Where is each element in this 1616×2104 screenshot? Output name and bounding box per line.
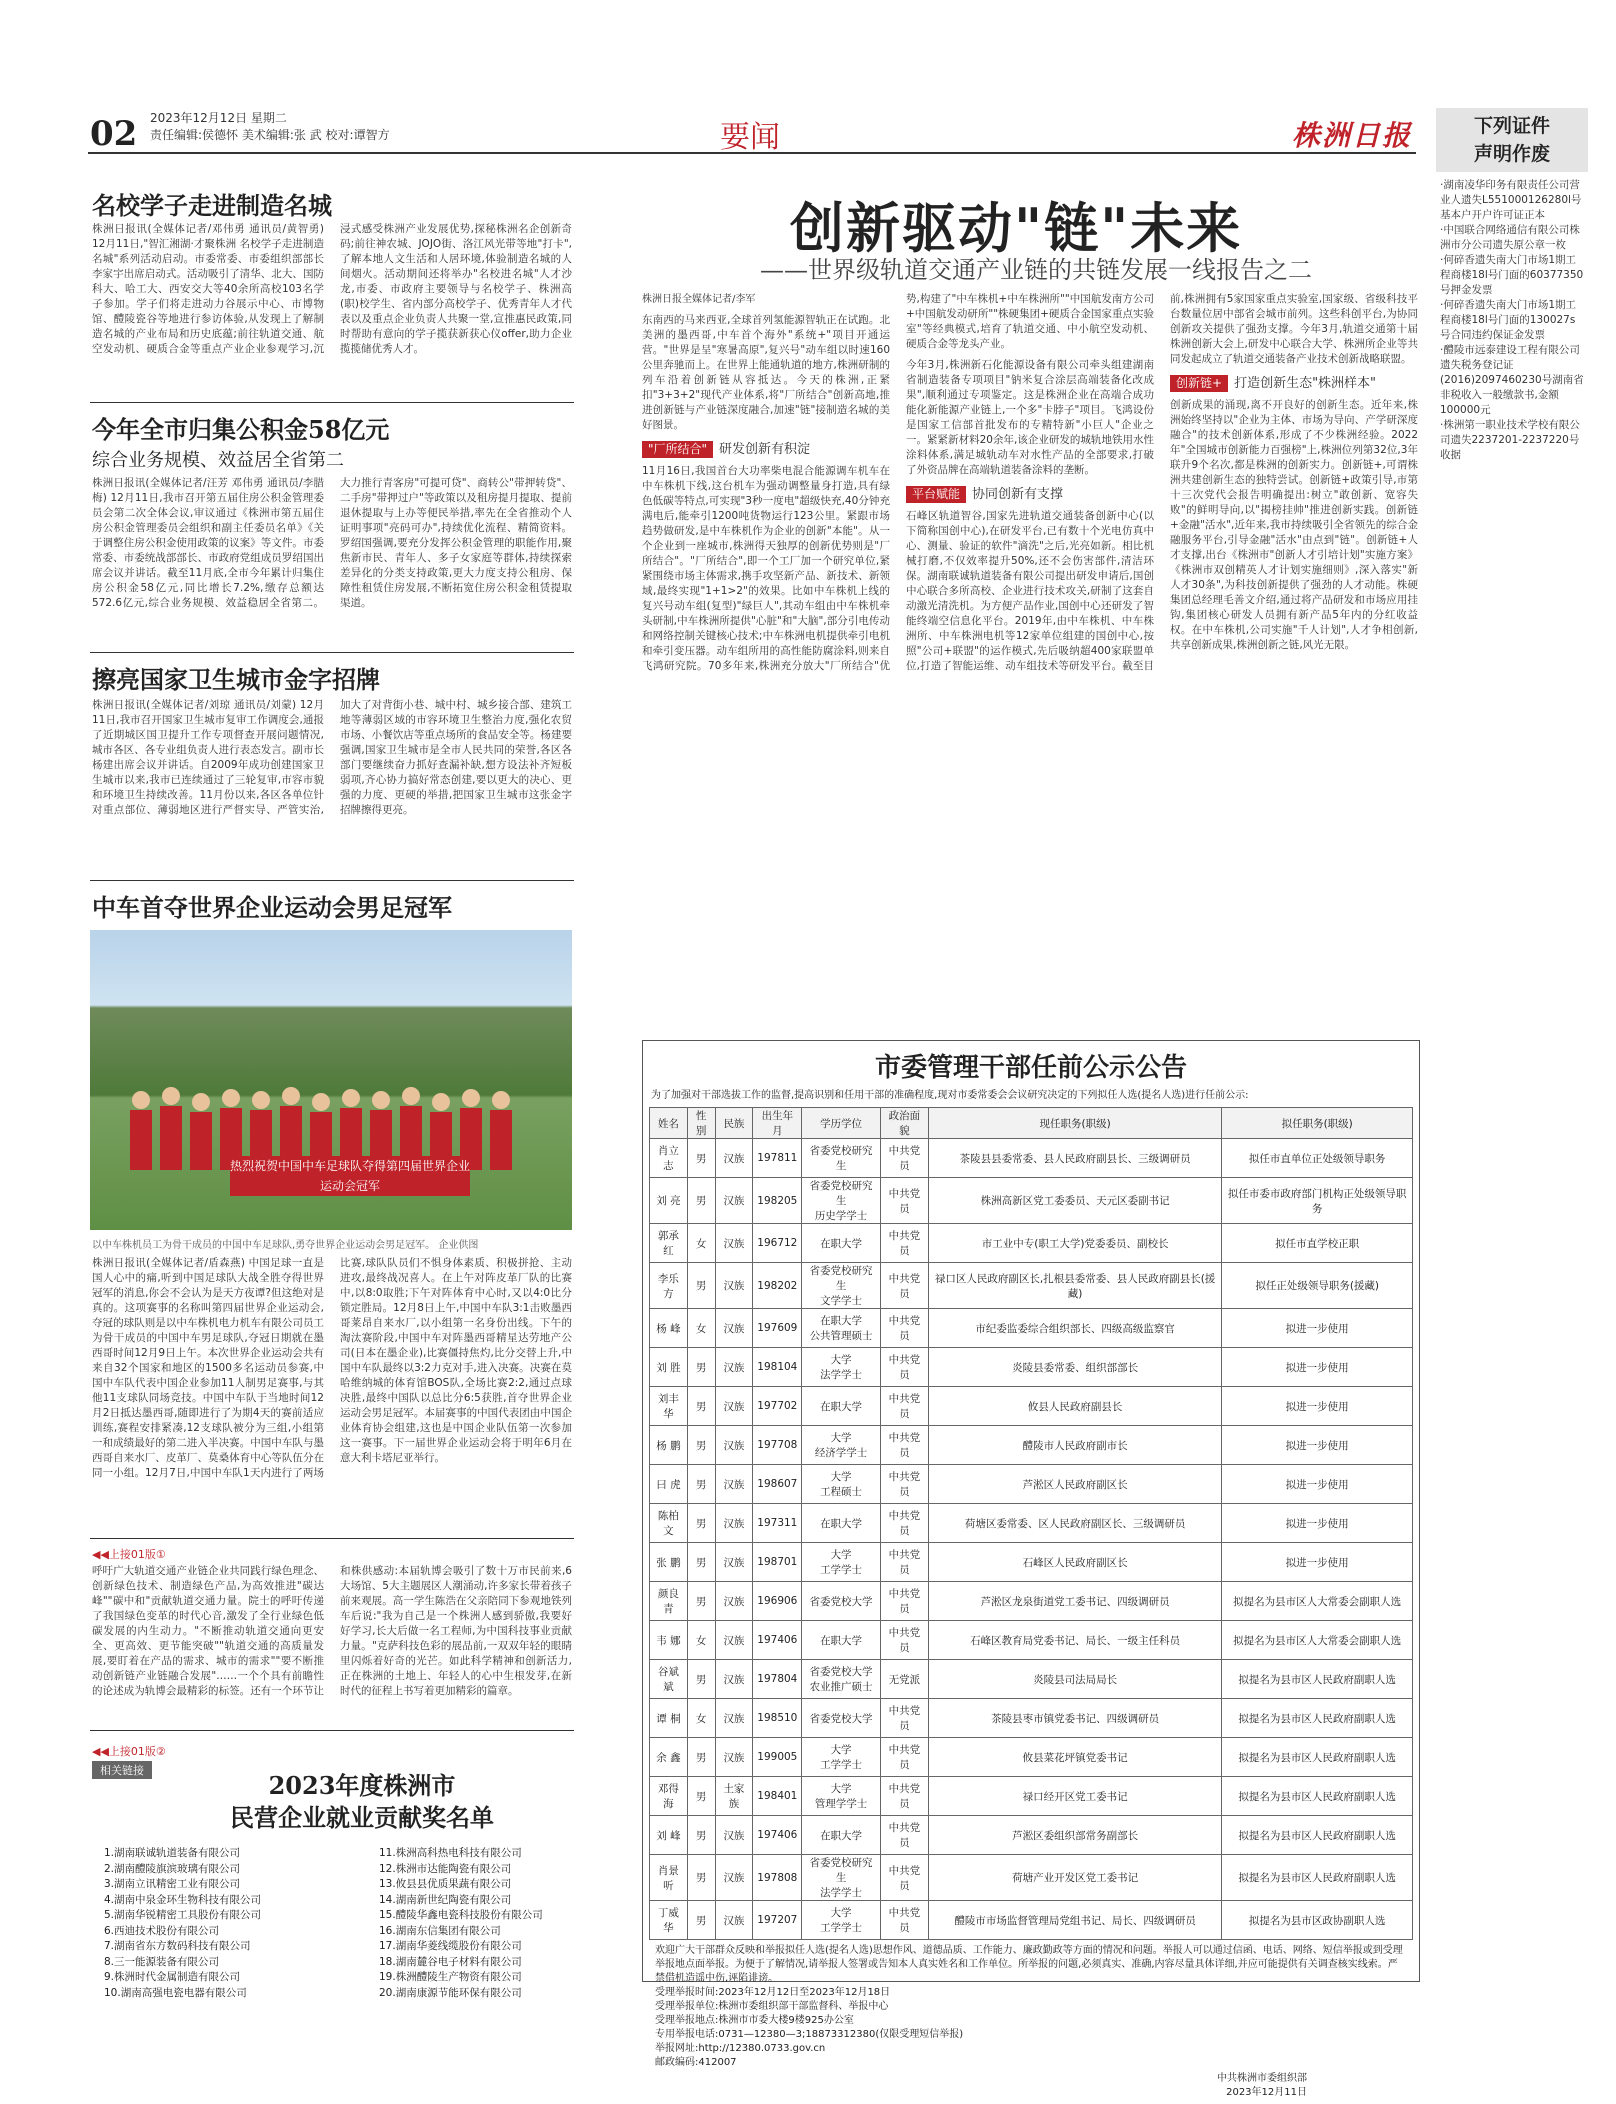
main-para-5: 创新成果的涌现,离不开良好的创新生态。近年来,株洲始终坚持以"企业为主体、市场为导向、产学研深度融合"的技术创新体系,形成了不少株洲经验。2022年"全国城市创新能力百强榜"上,株洲位列第32位,3年联升9个名次,都是株洲的创新实力。创新链+,可谓株洲共建创新生态的独特尝试。创新链+政策引导,市第十三次党代会报告明确提出:树立"敢创新、宽容失败"的鲜明导向,以"揭榜挂帅"推进创新实践。创新链+金融"活水",近年来,我市持续吸引全省领先的综合金融服务平台,引导金融"活水"由点到"链"。创新链+人才支撑,出台《株洲市"创新人才引培计划"实施方案》《株洲市双创精英人才计划实施细则》,深入落实"新人才30条",为科技创新提供了强劲的人才动能。株硬集团总经理毛善文介绍,通过将产品研发和市场应用挂钩,集团核心研发人员拥有新产品5年内的分红收益权。在中车株机,公司实施"千人计划",人才争相创新,共享创新成果,株洲创新之链,风光无限。 — [1170, 399, 1418, 651]
table-cell: 拟提名为县市区人民政府副职人选 — [1222, 1660, 1413, 1699]
table-cell: 中共党员 — [880, 1348, 928, 1387]
table-cell: 禄口经开区党工委书记 — [928, 1777, 1222, 1816]
table-cell: 中共党员 — [880, 1777, 928, 1816]
table-row — [650, 1901, 1413, 1940]
table-cell: 省委党校研究生 — [802, 1139, 881, 1178]
editors-line: 责任编辑:侯德怀 美术编辑:张 武 校对:谭智方 — [150, 128, 390, 142]
table-cell: 李乐方 — [650, 1263, 688, 1309]
table-row — [650, 1224, 1413, 1263]
table-cell: 芦淞区委组织部常务副部长 — [928, 1816, 1222, 1855]
table-header-cell: 姓名 — [650, 1108, 688, 1139]
table-cell: 余 鑫 — [650, 1738, 688, 1777]
table-cell: 中共党员 — [880, 1139, 928, 1178]
table-cell: 拟任市委市政府部门机构正处级领导职务 — [1222, 1178, 1413, 1224]
table-cell: 汉族 — [715, 1901, 753, 1940]
sidebar-text: ·湖南凌华印务有限责任公司营业人遗失L551000126280l号基本户开户许可证正本 ·中国联合网络通信有限公司株洲市分公司遗失原公章一枚 ·何碎香遗失南大门市场1期工程商楼18l号门面的60377350号押金发票 ·何碎香遗失南大门市场1期工程商楼18l号门面的130027s号合同违约保证金发票 ·醴陵市远泰建设工程有限公司遗失税务登记证(2016)2097460230号湖南省非税收入一般缴款书,金额100000元 ·株洲第一职业技术学校有限公司遗失2237201-2237220号收据 — [1440, 179, 1584, 461]
table-cell: 醴陵市人民政府副市长 — [928, 1426, 1222, 1465]
health-body: 株洲日报讯(全媒体记者/刘琼 通讯员/刘蒙) 12月11日,我市召开国家卫生城市复审工作调度会,通报了近期城区国卫提升工作专项督查开展问题情况,城市各区、各专业组负责人进行表态发言。副市长杨建出席会议并讲话。自2009年成功创建国家卫生城市以来,我市已连续通过了三轮复审,市容市貌和环境卫生持续改善。11月份以来,各区各单位针对重点部位、薄弱地区进行严督实导、严管实治,加大了对背街小巷、城中村、城乡接合部、建筑工地等薄弱区域的市容环境卫生整治力度,强化农贸市场、小餐饮店等重点场所的食品安全等。杨建要强调,国家卫生城市是全市人民共同的荣誉,各区各部门要继续奋力抓好查漏补缺,想方设法补齐短板弱项,齐心协力搞好常态创建,要以更大的决心、更强的力度、更硬的举措,把国家卫生城市这张金字招牌擦得更亮。 — [92, 699, 572, 816]
table-cell: 女 — [687, 1699, 715, 1738]
table-cell: 杨 鹏 — [650, 1426, 688, 1465]
notice-address: 受理举报地点:株洲市市委大楼9楼925办公室 — [655, 2015, 854, 2026]
awards-jump-label[interactable]: ◀◀上接01版② — [92, 1745, 166, 1758]
table-cell: 198104 — [753, 1348, 802, 1387]
table-cell: 大学 工程硕士 — [802, 1465, 881, 1504]
table-cell: 中共党员 — [880, 1504, 928, 1543]
table-cell: 汉族 — [715, 1543, 753, 1582]
table-cell: 郭承红 — [650, 1224, 688, 1263]
table-cell: 198202 — [753, 1263, 802, 1309]
divider — [90, 1730, 574, 1731]
table-cell: 198701 — [753, 1543, 802, 1582]
table-cell: 汉族 — [715, 1465, 753, 1504]
fund-body: 株洲日报讯(全媒体记者/汪芳 邓伟勇 通讯员/李腊梅) 12月11日,我市召开第五届住房公积金管理委员会第二次全体会议,审议通过《株洲市第五届住房公积金管理委员会组织和副主任委员名单》《关于调整住房公积金使用政策的议案》等文件。市委常委、市委统战部部长、市政府党组成员罗绍国出席会议并讲话。截至11月底,全市今年累计归集住房公积金58亿元,同比增长7.2%,缴存总额达572.6亿元,综合业务规模、效益稳居全省第二。大力推行青客房"可提可贷"、商转公"带押转贷"、二手房"带押过户"等政策以及租房提月提取、提前退休提取与上办等便民举措,率先在全省推动个人证明事项"亮码可办",持续优化流程、精简资料。罗绍国强调,要充分发挥公积金管理的职能作用,聚焦新市民、青年人、多子女家庭等群体,持续探索差异化的分类支持政策,更大力度支持公租房、保障性租赁住房发展,不断拓宽住房公积金租赁提取渠道。 — [92, 477, 572, 609]
table-cell: 汉族 — [715, 1224, 753, 1263]
table-cell: 197311 — [753, 1504, 802, 1543]
list-item: 17.湖南华菱线缆股份有限公司 — [379, 1940, 522, 1952]
table-cell: 陈柏文 — [650, 1504, 688, 1543]
void-notices-sidebar — [1436, 108, 1588, 588]
table-cell: 韦 娜 — [650, 1621, 688, 1660]
table-cell: 女 — [687, 1621, 715, 1660]
table-cell: 市纪委监委综合组织部长、四级高级监察官 — [928, 1309, 1222, 1348]
sidebar-title: 下列证件 声明作废 — [1436, 108, 1588, 172]
main-para-3: 今年3月,株洲新石化能源设备有限公司牵头组建湖南省制造装备专项项目"钠米复合涂层高端装备化改成果",顺利通过专项鉴定。这是株洲企业在高端合成功能化新能源产业链上,一个多"卡脖子"项目。飞鸿设份是国家工信部首批发布的专精特新"小巨人"企业之一。紧紧新材料20余年,该企业研发的城轨地铁用水性涂料体系,满足城轨动车对水性产品的全部要求,打破了外资品牌在高端轨道装备涂料的垄断。 — [906, 359, 1154, 476]
table-cell: 省委党校大学 — [802, 1582, 881, 1621]
table-cell: 男 — [687, 1738, 715, 1777]
table-cell: 石峰区人民政府副区长 — [928, 1543, 1222, 1582]
tag-2: 平台赋能 — [906, 486, 966, 503]
table-cell: 中共党员 — [880, 1855, 928, 1901]
list-item: 5.湖南华锐精密工具股份有限公司 — [104, 1909, 262, 1921]
list-item: 7.湖南省东方数码科技有限公司 — [104, 1940, 251, 1952]
table-row — [650, 1309, 1413, 1348]
table-cell: 拟提名为县市区人民政府副职人选 — [1222, 1816, 1413, 1855]
notice-phone: 专用举报电话:0731—12380—3;18873312380(仅限受理短信举报) — [655, 2029, 964, 2040]
table-cell: 汉族 — [715, 1504, 753, 1543]
table-cell: 中共党员 — [880, 1387, 928, 1426]
main-para-2: 11月16日,我国首台大功率柴电混合能源调车机车在中车株机下线,这台机车为强动调整量身打造,具有绿色低碳等特点,可实现"3秒一度电"超级快充,40分钟充满电后,能牵引1200吨货物运行123公里。紧跟市场趋势做研发,是中车株机作为企业的创新"本能"。从一个企业到一座城市,株洲得天独厚的创新优势则是"厂所结合"。"厂所结合",即一个工厂加一个研究单位,紧紧围绕市场主体需求,携手攻坚新产品、新技术、新领域,最终实现"1+1>2"的效果。比如中车株机上线的复兴号动车组(复型)"绿巨人",其动车组由中车株机牵头研制,中车株洲所提供"心脏"和"大脑",部分引电传动和网络控制关键核心技术;中车株洲电机提供牵引电机和牵引变压器。动车组所用的高性能防腐涂料,则来自飞鸿研究院。70多年来,株洲充分放大"厂所结合"优势,构建了"中车株机+中车株洲所""中国航发南方公司+中国航发动研所""株硬集团+硬质合金国家重点实验室"等经典模式,培育了轨道交通、中小航空发动机、硬质合金等龙头产业。 — [642, 293, 1154, 672]
table-cell: 198607 — [753, 1465, 802, 1504]
table-row — [650, 1426, 1413, 1465]
table-cell: 汉族 — [715, 1263, 753, 1309]
table-cell: 颜良青 — [650, 1582, 688, 1621]
divider — [90, 402, 574, 403]
list-item: 14.湖南新世纪陶瓷有限公司 — [379, 1893, 512, 1906]
table-cell: 肖立志 — [650, 1139, 688, 1178]
table-cell: 大学 经济学学士 — [802, 1426, 881, 1465]
notice-postcode: 邮政编码:412007 — [655, 2057, 737, 2068]
table-cell: 拟进一步使用 — [1222, 1387, 1413, 1426]
continued-jump-label[interactable]: ◀◀上接01版① — [92, 1548, 166, 1561]
table-cell: 谭 桐 — [650, 1699, 688, 1738]
awards-list — [104, 1846, 624, 2001]
table-cell: 无党派 — [880, 1660, 928, 1699]
table-cell: 拟进一步使用 — [1222, 1309, 1413, 1348]
table-cell: 汉族 — [715, 1738, 753, 1777]
date-line: 2023年12月12日 星期二 — [150, 111, 287, 125]
table-cell: 曰 虎 — [650, 1465, 688, 1504]
table-header-cell: 学历学位 — [802, 1108, 881, 1139]
tag-1-title: 研发创新有积淀 — [719, 442, 811, 457]
table-cell: 男 — [687, 1263, 715, 1309]
table-cell: 拟提名为县市区人民政府副职人选 — [1222, 1699, 1413, 1738]
table-cell: 刘丰华 — [650, 1387, 688, 1426]
list-item: 3.湖南立讯精密工业有限公司 — [104, 1878, 241, 1890]
table-cell: 茶陵县枣市镇党委书记、四级调研员 — [928, 1699, 1222, 1738]
list-item: 20.湖南康源节能环保有限公司 — [379, 1986, 522, 1999]
table-cell: 男 — [687, 1901, 715, 1940]
photo-caption: 以中车株机员工为骨干成员的中国中车足球队,勇夺世界企业运动会男足冠军。 企业供图 — [92, 1240, 479, 1251]
table-cell: 拟提名为县市区人大常委会副职人选 — [1222, 1582, 1413, 1621]
table-cell: 中共党员 — [880, 1309, 928, 1348]
list-item: 12.株洲市达能陶瓷有限公司 — [379, 1862, 512, 1875]
table-row — [650, 1621, 1413, 1660]
table-cell: 男 — [687, 1139, 715, 1178]
notice-website[interactable]: 举报网址:http://12380.0733.gov.cn — [655, 2043, 826, 2054]
table-cell: 拟进一步使用 — [1222, 1465, 1413, 1504]
table-row — [650, 1543, 1413, 1582]
tag-3-title: 打造创新生态"株洲样本" — [1234, 376, 1377, 391]
table-cell: 196906 — [753, 1582, 802, 1621]
table-cell: 在职大学 — [802, 1621, 881, 1660]
table-header-cell: 现任职务(职级) — [928, 1108, 1222, 1139]
table-cell: 汉族 — [715, 1699, 753, 1738]
newspaper-logo: 株洲日报 — [1292, 119, 1413, 152]
table-cell: 谷斌斌 — [650, 1660, 688, 1699]
table-cell: 拟进一步使用 — [1222, 1348, 1413, 1387]
table-cell: 女 — [687, 1309, 715, 1348]
table-cell: 男 — [687, 1426, 715, 1465]
table-cell: 在职大学 — [802, 1387, 881, 1426]
table-cell: 丁威华 — [650, 1901, 688, 1940]
table-cell: 省委党校大学 农业推广硕士 — [802, 1660, 881, 1699]
notice-intro: 为了加强对干部选拔工作的监督,提高识别和任用干部的准确程度,现对市委常委会会议研究决定的下列拟任人选(提名人选)进行任前公示: — [651, 1090, 1249, 1101]
table-cell: 汉族 — [715, 1660, 753, 1699]
table-cell: 中共党员 — [880, 1178, 928, 1224]
table-cell: 杨 峰 — [650, 1309, 688, 1348]
table-cell: 拟任正处级领导职务(援藏) — [1222, 1263, 1413, 1309]
table-cell: 男 — [687, 1855, 715, 1901]
section-title: 要闻 — [720, 120, 780, 155]
table-cell: 大学 工学学士 — [802, 1543, 881, 1582]
subsection-2 — [906, 486, 1154, 503]
table-cell: 醴陵市市场监督管理局党组书记、局长、四级调研员 — [928, 1901, 1222, 1940]
main-para-1: 东南西的马来西亚,全球首列氢能源智轨正在试跑。北美洲的墨西哥,中车首个海外"系统+"项目开通运营。"世界是呈"寒暑高原",复兴号"动车组以时速160公里奔驰而上。在世界上能通轨道的地方,株洲研制的列车沿着创新链从容抵达。今天的株洲,正紧扣"3+3+2"现代产业体系,将"厂所结合"创新高地,推进创新链与产业链深度融合,加速"链"接制造名城的美好图景。 — [642, 314, 890, 431]
table-cell: 拟任市直学校正职 — [1222, 1224, 1413, 1263]
table-cell: 在职大学 — [802, 1224, 881, 1263]
page-number: 02 — [90, 114, 138, 154]
table-cell: 拟任市直单位正处级领导职务 — [1222, 1139, 1413, 1178]
table-cell: 197702 — [753, 1387, 802, 1426]
table-row — [650, 1387, 1413, 1426]
table-header-cell: 政治面貌 — [880, 1108, 928, 1139]
school-body: 株洲日报讯(全媒体记者/邓伟勇 通讯员/黄智勇) 12月11日,"智汇湘湖·才聚株洲 名校学子走进制造名城"系列活动启动。市委常委、市委组织部部长李家宇出席启动式。活动吸引了清华、北大、国防科大、哈工大、西安交大等40余所高校103名学子参加。学子们将走进动力谷展示中心、市博物馆、醴陵瓷谷等地进行参访体验,从发现上了解制造名城的产业布局和历史底蕴;前往轨道交通、航空发动机、硬质合金等重点产业企业参观学习,沉浸式感受株洲产业发展优势,探秘株洲名企创新奇码;前往神农城、JOJO街、洛江风光带等地"打卡",了解本地人文生活和人居环境,体验制造名城的人间烟火。活动期间还将举办"名校进名城"人才沙龙,市委、市政府主要领导与名校学子、株洲高(职)校学生、省内部分高校学子、优秀青年人才代表以及重点企业负责人共聚一堂,宣推惠民政策,同时帮助有意向的学子揽获新获心仪offer,助力企业揽揽储优秀人才。 — [92, 223, 572, 355]
table-cell: 汉族 — [715, 1582, 753, 1621]
awards-title: 2023年度株洲市 民营企业就业贡献奖名单 — [230, 1771, 494, 1832]
table-cell: 省委党校大学 — [802, 1699, 881, 1738]
officials-table — [649, 1107, 1413, 1940]
table-row — [650, 1699, 1413, 1738]
table-header-cell: 民族 — [715, 1108, 753, 1139]
tag-2-title: 协同创新有支撑 — [972, 487, 1064, 502]
list-item: 6.西迪技术股份有限公司 — [104, 1924, 220, 1937]
subsection-1 — [642, 441, 890, 458]
main-story-body — [642, 292, 1418, 1022]
table-cell: 大学 工学学士 — [802, 1901, 881, 1940]
health-headline: 擦亮国家卫生城市金字招牌 — [92, 665, 380, 694]
tag-3: 创新链+ — [1170, 375, 1228, 392]
table-cell: 拟提名为县市区人民政府副职人选 — [1222, 1777, 1413, 1816]
list-item: 16.湖南东信集团有限公司 — [379, 1924, 501, 1937]
table-cell: 茶陵县县委常委、县人民政府副县长、三级调研员 — [928, 1139, 1222, 1178]
table-cell: 197708 — [753, 1426, 802, 1465]
table-cell: 汉族 — [715, 1178, 753, 1224]
table-cell: 拟进一步使用 — [1222, 1426, 1413, 1465]
table-cell: 中共党员 — [880, 1465, 928, 1504]
table-cell: 省委党校研究生 法学学士 — [802, 1855, 881, 1901]
photo-banner: 热烈祝贺中国中车足球队夺得第四届世界企业运动会冠军 — [230, 1156, 470, 1196]
table-cell: 石峰区教育局党委书记、局长、一级主任科员 — [928, 1621, 1222, 1660]
table-row — [650, 1660, 1413, 1699]
school-headline: 名校学子走进制造名城 — [92, 191, 332, 220]
table-cell: 炎陵县司法局局长 — [928, 1660, 1222, 1699]
table-cell: 中共党员 — [880, 1426, 928, 1465]
table-cell: 汉族 — [715, 1855, 753, 1901]
table-cell: 198205 — [753, 1178, 802, 1224]
table-cell: 拟进一步使用 — [1222, 1504, 1413, 1543]
table-cell: 攸县菜花坪镇党委书记 — [928, 1738, 1222, 1777]
divider — [90, 1538, 574, 1539]
table-cell: 邓得海 — [650, 1777, 688, 1816]
table-cell: 197808 — [753, 1855, 802, 1901]
list-item: 4.湖南中泉金环生物科技有限公司 — [104, 1893, 262, 1906]
table-cell: 197207 — [753, 1901, 802, 1940]
official-notice — [642, 1040, 1420, 2098]
list-item: 8.三一能源装备有限公司 — [104, 1955, 220, 1968]
table-row — [650, 1178, 1413, 1224]
table-cell: 男 — [687, 1348, 715, 1387]
main-para-4: 石峰区轨道智谷,国家先进轨道交通装备创新中心(以下简称国创中心),在研发平台,已有数十个光电仿真中心、测量、验证的软件"滴洗"之后,光亮如新。相比机械打磨,不仅效率提升50%,还不会伤害部件,清洁环保。湖南联诚轨道装备有限公司提出研发申请后,国创中心联合多所高校、企业进行技术攻关,研制了这套自动激光清洗机。为方便产品作业,国创中心还研发了智能终端空信息化平台。2019年,由中车株机、中车株洲所、中车株洲电机等12家单位组建的国创中心,按照"公司+联盟"的运作模式,先后吸纳超400家联盟单位,打造了智能运维、动车组技术等研发平台。截至目前,株洲拥有5家国家重点实验室,国家级、省级科技平台数量位居中部省会城市前列。这些科创平台,为协同创新攻关提供了强劲支撑。今年3月,轨道交通第十届株洲创新大会上,研发中心联合大学、株洲所企业等共同发起成立了轨道交通装备产业技术创新战略联盟。 — [906, 293, 1418, 672]
table-cell: 中共党员 — [880, 1699, 928, 1738]
table-cell: 中共党员 — [880, 1263, 928, 1309]
continued-body: 呼吁广大轨道交通产业链企业共同践行绿色理念、创新绿色技术、制造绿色产品,为高效推进"碳达峰""碳中和"贡献轨道交通力量。院士的呼吁传递了我国绿色变革的时代心音,激发了全行业绿色低碳发展的内生动力。"不断推动轨道交通向更安全、更高效、更节能突破""轨道交通的高质量发展,要盯着在产品的需求、城市的需求""要不断推动创新链产业链融合发展"……一个个具有前瞻性的论述成为轨博会最精彩的标签。还有一个环节让和株供感动:本届轨博会吸引了数十万市民前来,6大场馆、5大主题展区人潮涌动,许多家长带着孩子前来观展。高一学生陈浩在父亲陪同下参观地铁列车后说:"我为自己是一个株洲人感到骄傲,我要好好学习,长大后做一名工程师,为中国科技事业贡献力量。"克萨科技色彩的展品前,一双双年轻的眼睛里闪烁着好奇的光芒。如此科学精神和创新活力,正在株洲的土地上、年轻人的心中生根发芽,在新时代的征程上书写着更加精彩的篇章。 — [92, 1565, 572, 1697]
table-cell: 中共党员 — [880, 1543, 928, 1582]
table-cell: 汉族 — [715, 1309, 753, 1348]
table-cell: 中共党员 — [880, 1901, 928, 1940]
table-cell: 在职大学 公共管理硕士 — [802, 1309, 881, 1348]
list-item: 9.株洲时代金属制造有限公司 — [104, 1971, 241, 1983]
table-cell: 禄口区人民政府副区长,扎根县委常委、县人民政府副县长(援藏) — [928, 1263, 1222, 1309]
table-header-cell: 性别 — [687, 1108, 715, 1139]
table-cell: 拟进一步使用 — [1222, 1543, 1413, 1582]
table-row — [650, 1855, 1413, 1901]
notice-units: 受理举报单位:株洲市委组织部干部监督科、举报中心 — [655, 2001, 889, 2012]
table-cell: 在职大学 — [802, 1504, 881, 1543]
table-cell: 炎陵县委常委、组织部部长 — [928, 1348, 1222, 1387]
table-cell: 男 — [687, 1387, 715, 1426]
table-cell: 刘 峰 — [650, 1816, 688, 1855]
table-cell: 197804 — [753, 1660, 802, 1699]
table-cell: 拟提名为县市区政协副职人选 — [1222, 1901, 1413, 1940]
related-link-tag: 相关链接 — [92, 1761, 152, 1779]
table-cell: 197811 — [753, 1139, 802, 1178]
table-cell: 汉族 — [715, 1816, 753, 1855]
table-cell: 大学 工学学士 — [802, 1738, 881, 1777]
table-cell: 在职大学 — [802, 1816, 881, 1855]
list-item: 11.株洲高科热电科技有限公司 — [379, 1847, 522, 1859]
table-row — [650, 1738, 1413, 1777]
table-cell: 大学 法学学士 — [802, 1348, 881, 1387]
main-subhead: ——世界级轨道交通产业链的共链发展一线报告之二 — [760, 256, 1312, 284]
list-item: 19.株洲醴陵生产物资有限公司 — [379, 1971, 522, 1983]
table-row — [650, 1263, 1413, 1309]
table-cell: 拟提名为县市区人大常委会副职人选 — [1222, 1621, 1413, 1660]
table-row — [650, 1465, 1413, 1504]
tag-1: "厂所结合" — [642, 441, 713, 458]
notice-period: 受理举报时间:2023年12月12日至2023年12月18日 — [655, 1987, 891, 1998]
table-cell: 中共党员 — [880, 1224, 928, 1263]
table-cell: 株洲高新区党工委委员、天元区委副书记 — [928, 1178, 1222, 1224]
crrc-body: 株洲日报讯(全媒体记者/盾森燕) 中国足球一直是国人心中的痛,听到中国足球队大战全胜夺得世界冠军的消息,你会不会认为是天方夜谭?但这绝对是真的。这项赛事的名称叫第四届世界企业运动会,夺冠的球队则是以中车株机电力机车有限公司员工为骨干成员的中国中车男足球队,夺冠日期就在墨西哥时间12月9日上午。本次世界企业运动会共有来自32个国家和地区的1500多名运动员参赛,中国中车队代表中国企业参加11人制男足赛事,与其他11支球队同场竞技。中国中车队于当地时间12月2日抵达墨西哥,随即进行了为期4天的赛前适应训练,赛程安排紧凑,12支球队被分为三组,小组第一和成绩最好的第二进入半决赛。中国中车队与墨西哥自来水厂、皮革厂、莫桑体育中心等队伍分在同一小组。12月7日,中国中车队1天内进行了两场比赛,球队队员们不惧身体素质、积极拼抢、主动进攻,最终战况喜人。在上午对阵皮革厂队的比赛中,以8:0取胜;下午对阵体育中心时,又以4:0比分锁定胜局。12月8日上午,中国中车队3:1击败墨西哥莱昂自来水厂,以小组第一名身份出线。下午的淘汰赛阶段,中国中车对阵墨西哥精星达劳地产公司(日本在墨企业),比赛僵持焦灼,比分交替上升,中国中车队最终以3:2力克对手,进入决赛。决赛在莫哈维纳城的体育馆BOS队,全场比赛2:2,通过点球决胜,最终中国队以总比分6:5获胜,首夺世界企业运动会男足冠军。本届赛事的中国代表团由中国企业体育协会组建,这也是中国企业队伍第一次参加这一赛事。下一届世界企业运动会将于明年6月在意大利卡塔尼亚举行。 — [92, 1257, 572, 1479]
table-cell: 197406 — [753, 1621, 802, 1660]
table-cell: 男 — [687, 1178, 715, 1224]
table-cell: 男 — [687, 1582, 715, 1621]
table-cell: 张 鹏 — [650, 1543, 688, 1582]
main-headline: 创新驱动"链"未来 — [790, 196, 1243, 260]
crrc-headline: 中车首夺世界企业运动会男足冠军 — [92, 893, 452, 922]
list-item: 18.湖南麓谷电子材料有限公司 — [379, 1955, 522, 1968]
fund-subhead: 综合业务规模、效益居全省第二 — [92, 450, 344, 471]
table-cell: 省委党校研究生 文学学士 — [802, 1263, 881, 1309]
table-row — [650, 1582, 1413, 1621]
date-editors — [150, 110, 390, 144]
table-cell: 198401 — [753, 1777, 802, 1816]
notice-signature: 中共株洲市委组织部 — [1217, 2073, 1307, 2084]
table-cell: 男 — [687, 1465, 715, 1504]
notice-title: 市委管理干部任前公示公告 — [874, 1053, 1187, 1083]
table-cell: 中共党员 — [880, 1582, 928, 1621]
subsection-3 — [1170, 375, 1418, 392]
table-cell: 汉族 — [715, 1621, 753, 1660]
table-cell: 中共党员 — [880, 1816, 928, 1855]
table-cell: 男 — [687, 1777, 715, 1816]
table-cell: 芦淞区龙泉街道党工委书记、四级调研员 — [928, 1582, 1222, 1621]
table-row — [650, 1348, 1413, 1387]
table-cell: 男 — [687, 1504, 715, 1543]
table-cell: 男 — [687, 1660, 715, 1699]
list-item: 1.湖南联诚轨道装备有限公司 — [104, 1847, 241, 1859]
football-team-photo — [90, 930, 572, 1230]
table-cell: 拟提名为县市区人民政府副职人选 — [1222, 1855, 1413, 1901]
list-item: 13.攸县县优质果蔬有限公司 — [379, 1878, 512, 1890]
table-cell: 197406 — [753, 1816, 802, 1855]
table-cell: 女 — [687, 1224, 715, 1263]
table-cell: 199005 — [753, 1738, 802, 1777]
table-row — [650, 1139, 1413, 1178]
divider — [90, 880, 574, 881]
table-cell: 汉族 — [715, 1387, 753, 1426]
table-cell: 拟提名为县市区人民政府副职人选 — [1222, 1738, 1413, 1777]
fund-headline: 今年全市归集公积金58亿元 — [92, 415, 390, 444]
list-item: 2.湖南醴陵旗滨玻璃有限公司 — [104, 1862, 241, 1875]
table-cell: 肖景听 — [650, 1855, 688, 1901]
table-cell: 荷塘区委常委、区人民政府副区长、三级调研员 — [928, 1504, 1222, 1543]
table-cell: 攸县人民政府副县长 — [928, 1387, 1222, 1426]
table-cell: 汉族 — [715, 1348, 753, 1387]
table-cell: 男 — [687, 1543, 715, 1582]
table-cell: 汉族 — [715, 1426, 753, 1465]
table-cell: 刘 亮 — [650, 1178, 688, 1224]
table-cell: 荷塘产业开发区党工委书记 — [928, 1855, 1222, 1901]
table-cell: 男 — [687, 1816, 715, 1855]
table-cell: 土家族 — [715, 1777, 753, 1816]
notice-footer — [643, 1940, 1419, 2104]
table-cell: 大学 管理学学士 — [802, 1777, 881, 1816]
awards-header — [92, 1740, 632, 1777]
divider — [90, 652, 574, 653]
notice-footer-text: 欢迎广大干部群众反映和举报拟任人选(提名人选)思想作风、道德品质、工作能力、廉政勤政等方面的情况和问题。举报人可以通过信函、电话、网络、短信举报或到受理举报地点面举报。为便于了解情况,请举报人签署或告知本人真实姓名和工作单位。所举报的问题,必须真实、准确,内容尽量具体详细,并应可能提供有关调查核实线索。严禁借机造谣中伤,诬陷诽谤。 — [655, 1945, 1403, 1984]
table-header-cell: 拟任职务(职级) — [1222, 1108, 1413, 1139]
table-row — [650, 1816, 1413, 1855]
table-cell: 省委党校研究生 历史学学士 — [802, 1178, 881, 1224]
table-cell: 中共党员 — [880, 1738, 928, 1777]
main-byline: 株洲日报全媒体记者/李军 — [642, 294, 756, 305]
table-cell: 市工业中专(职工大学)党委委员、副校长 — [928, 1224, 1222, 1263]
notice-date: 2023年12月11日 — [1226, 2087, 1307, 2098]
list-item: 15.醴陵华鑫电瓷科技股份有限公司 — [379, 1909, 543, 1921]
table-row — [650, 1504, 1413, 1543]
table-cell: 198510 — [753, 1699, 802, 1738]
table-cell: 汉族 — [715, 1139, 753, 1178]
table-cell: 中共党员 — [880, 1621, 928, 1660]
table-cell: 196712 — [753, 1224, 802, 1263]
table-row — [650, 1777, 1413, 1816]
table-header-cell: 出生年月 — [753, 1108, 802, 1139]
list-item: 10.湖南高强电瓷电器有限公司 — [104, 1986, 247, 1999]
table-cell: 197609 — [753, 1309, 802, 1348]
table-cell: 芦淞区人民政府副区长 — [928, 1465, 1222, 1504]
table-cell: 刘 胜 — [650, 1348, 688, 1387]
